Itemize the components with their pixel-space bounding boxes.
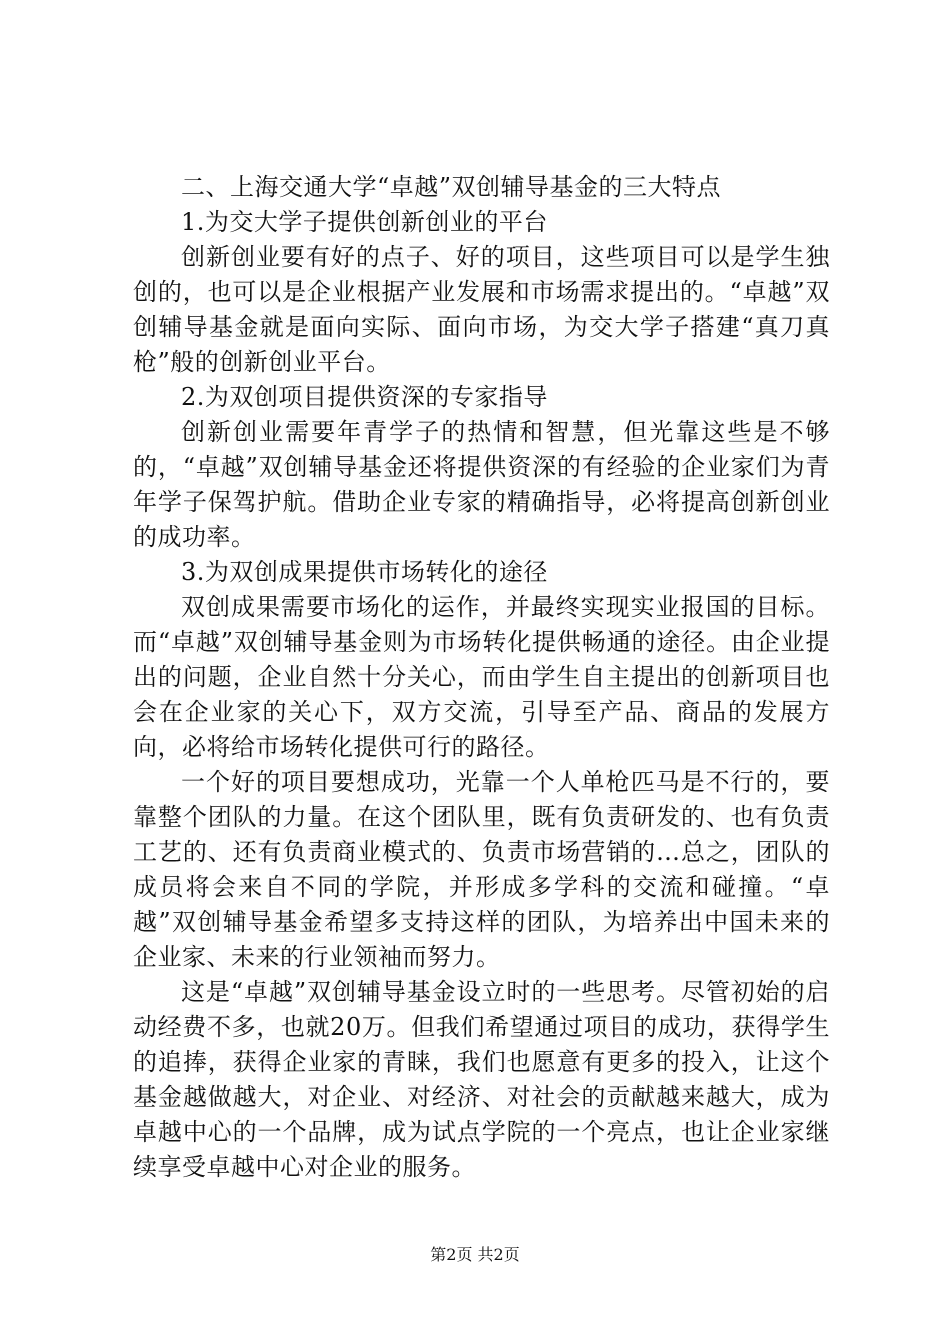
paragraph-1: 创新创业要有好的点子、好的项目，这些项目可以是学生独创的，也可以是企业根据产业发展和市场需求提出的。“卓越”双创辅导基金就是面向实际、面向市场，为交大学子搭建“真刀真枪”般的创新创业平台。: [133, 243, 830, 376]
document-body: [133, 170, 830, 1185]
page-footer: 第2页 共2页: [430, 1245, 520, 1264]
subsection-heading-3: 3.为双创成果提供市场转化的途径: [181, 558, 548, 586]
paragraph-4: 一个好的项目要想成功，光靠一个人单枪匹马是不行的，要靠整个团队的力量。在这个团队里，既有负责研发的、也有负责工艺的、还有负责商业模式的、负责市场营销的…总之，团队的成员将会来自不同的学院，并形成多学科的交流和碰撞。“卓越”双创辅导基金希望多支持这样的团队，为培养出中国未来的企业家、未来的行业领袖而努力。: [133, 768, 830, 971]
paragraph-5: 这是“卓越”双创辅导基金设立时的一些思考。尽管初始的启动经费不多，也就20万。但我们希望通过项目的成功，获得学生的追捧，获得企业家的青睐，我们也愿意有更多的投入，让这个基金越做越大，对企业、对经济、对社会的贡献越来越大，成为卓越中心的一个品牌，成为试点学院的一个亮点，也让企业家继续享受卓越中心对企业的服务。: [133, 978, 830, 1181]
subsection-heading-2: 2.为双创项目提供资深的专家指导: [181, 383, 548, 411]
paragraph-3: 双创成果需要市场化的运作，并最终实现实业报国的目标。而“卓越”双创辅导基金则为市场转化提供畅通的途径。由企业提出的问题，企业自然十分关心，而由学生自主提出的创新项目也会在企业家的关心下，双方交流，引导至产品、商品的发展方向，必将给市场转化提供可行的路径。: [133, 593, 830, 761]
subsection-heading-1: 1.为交大学子提供创新创业的平台: [181, 208, 548, 236]
paragraph-2: 创新创业需要年青学子的热情和智慧，但光靠这些是不够的，“卓越”双创辅导基金还将提供资深的有经验的企业家们为青年学子保驾护航。借助企业专家的精确指导，必将提高创新创业的成功率。: [133, 418, 830, 551]
section-heading: 二、上海交通大学“卓越”双创辅导基金的三大特点: [181, 173, 722, 201]
